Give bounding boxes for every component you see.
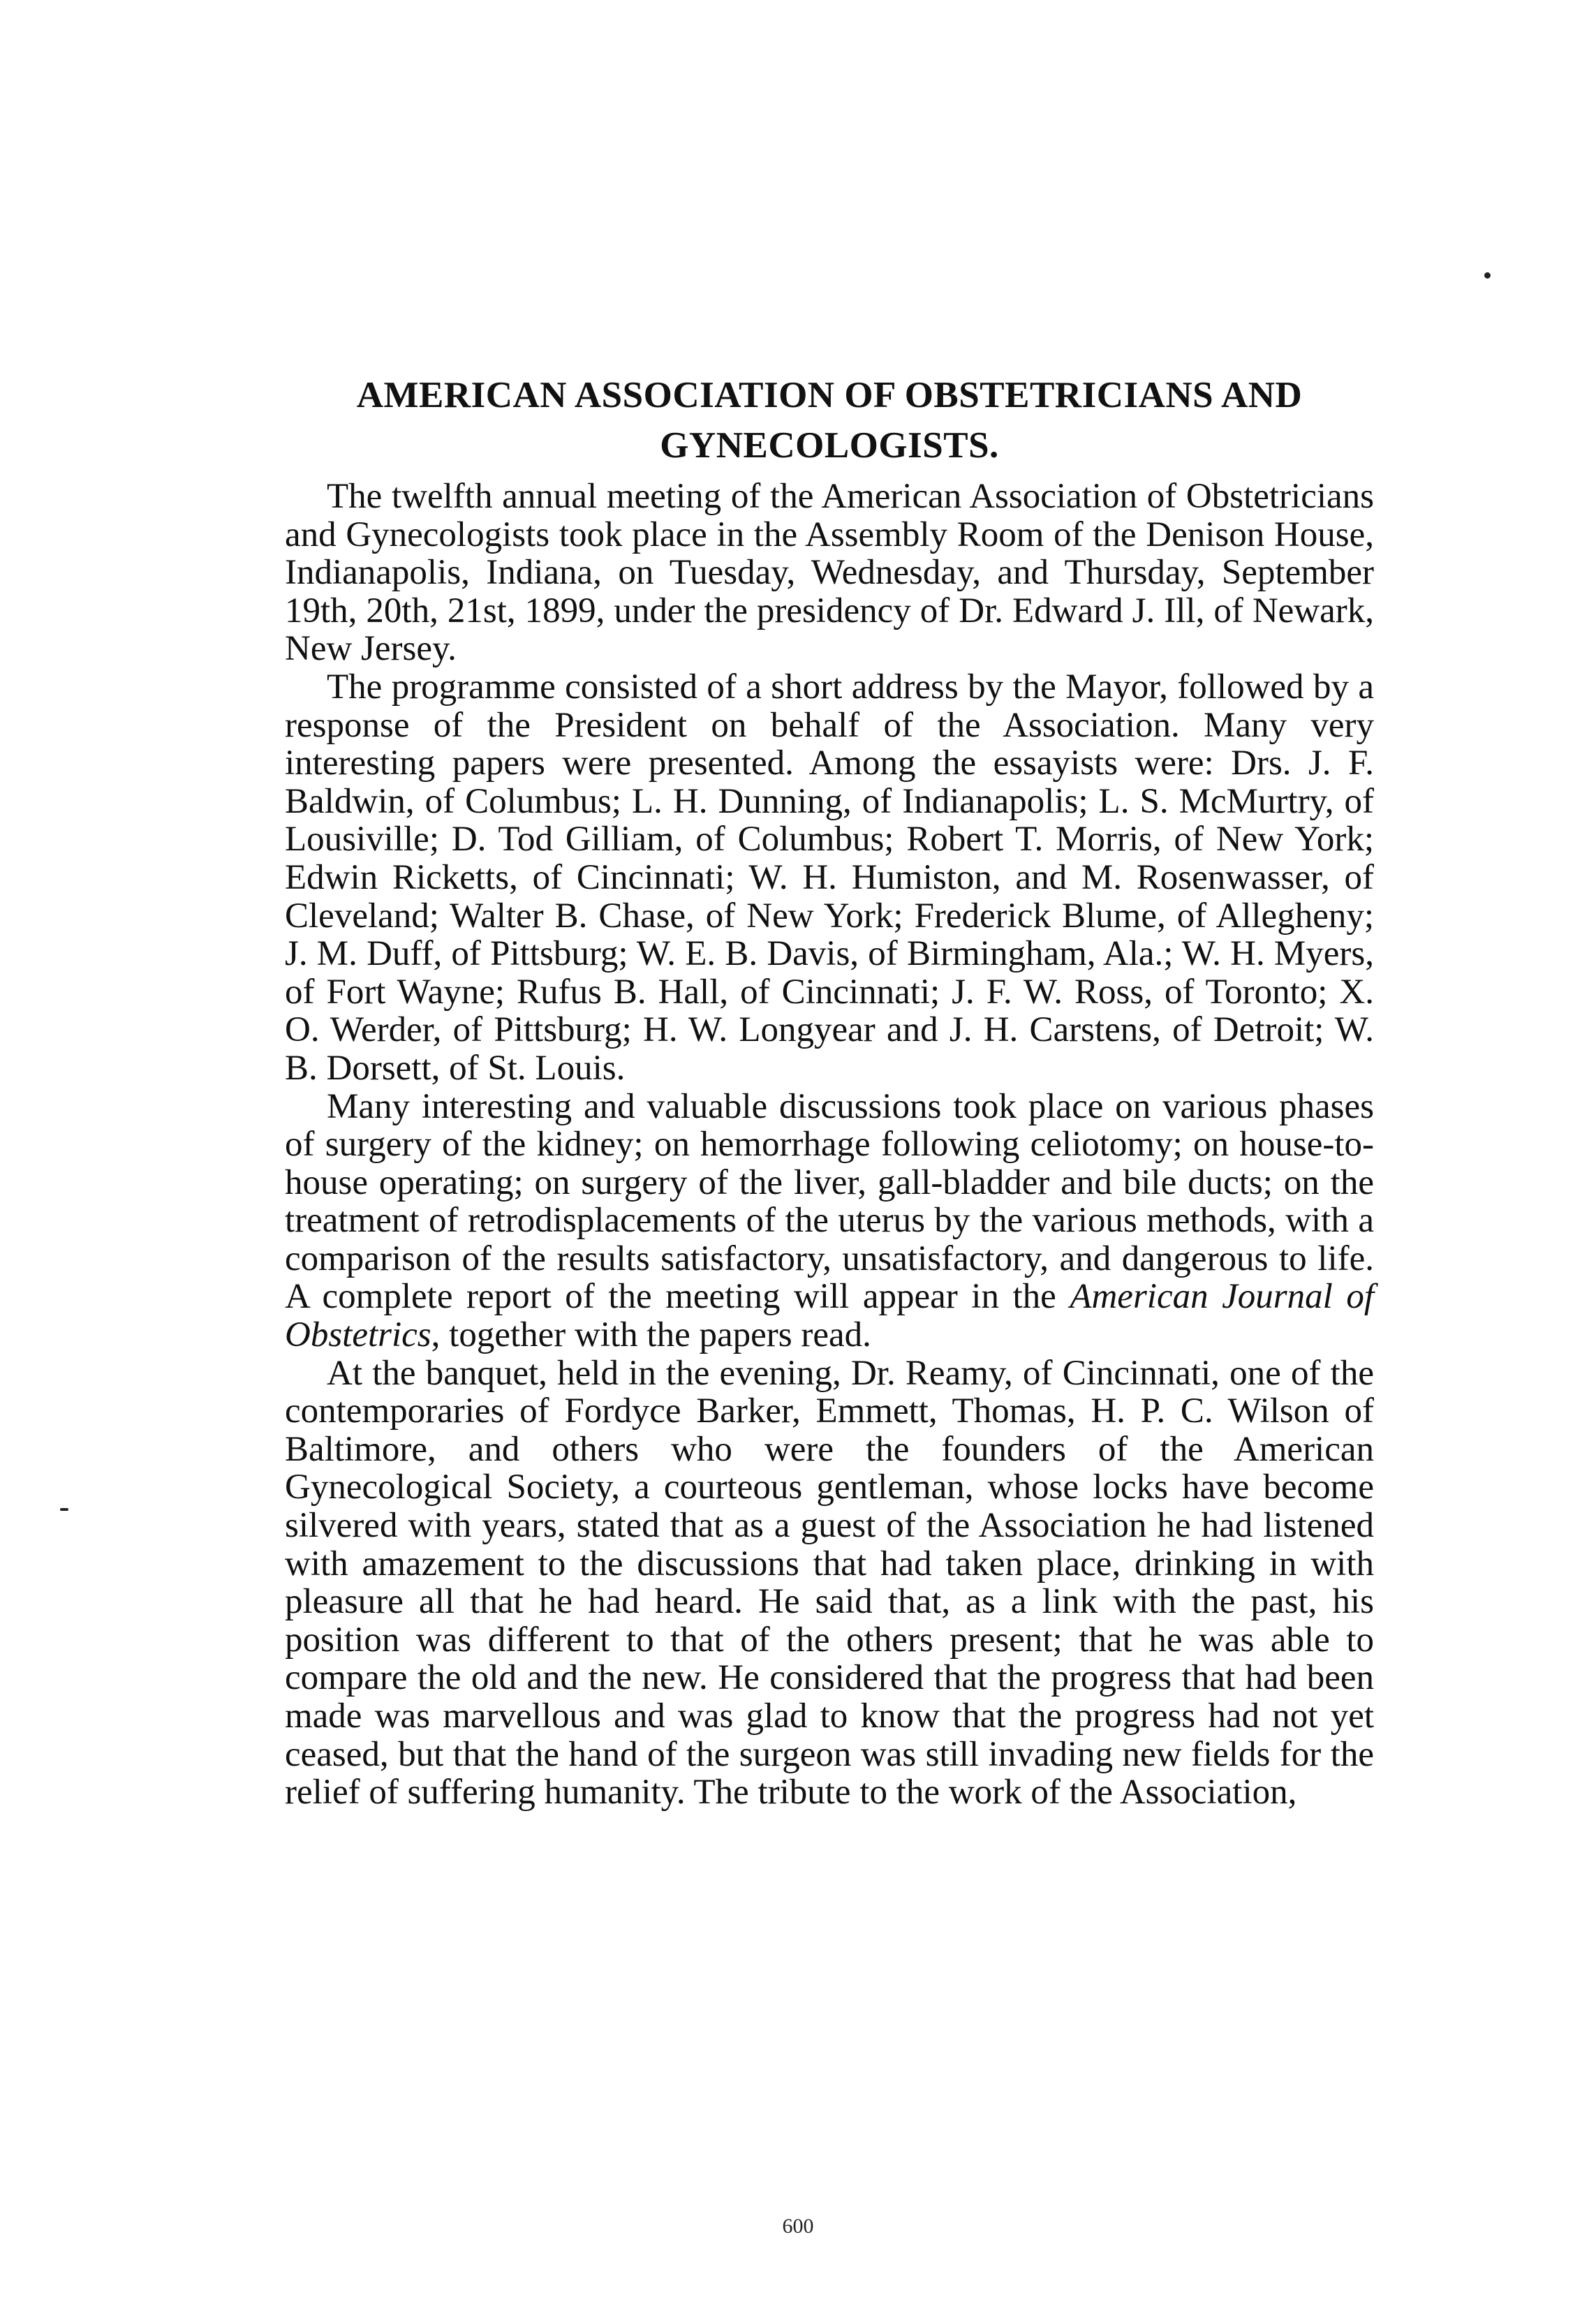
scan-speck	[1484, 272, 1491, 279]
paragraph-discussions-end: , together with the papers read.	[431, 1315, 871, 1355]
paragraph-meeting: The twelfth annual meeting of the American Association of Obstetricians and Gynecologists took place in the Assembly Room of the Denison House, Indianapolis, Indiana, on Tuesday, Wednesday, and Thursday, September 19th, 20th, 21st, 1899, under the presidency of Dr. Edward J. Ill, of Newark, New Jersey.	[285, 477, 1374, 669]
paragraph-programme: The programme consisted of a short address by the Mayor, followed by a response of the President on behalf of the Association. Many very interesting papers were presented. Among the essayists were: Drs. J. F. Baldwin, of Columbus; L. H. Dunning, of Indianapolis; L. S. McMurtry, of Lousiville; D. Tod Gilliam, of Columbus; Robert T. Morris, of New York; Edwin Ricketts, of Cincinnati; W. H. Humiston, and M. Rosenwasser, of Cleveland; Walter B. Chase, of New York; Frederick Blume, of Allegheny; J. M. Duff, of Pittsburg; W. E. B. Davis, of Birmingham, Ala.; W. H. Myers, of Fort Wayne; Rufus B. Hall, of Cincinnati; J. F. W. Ross, of Toronto; X. O. Werder, of Pittsburg; H. W. Longyear and J. H. Carstens, of Detroit; W. B. Dorsett, of St. Louis.	[285, 667, 1374, 1088]
text-column	[285, 370, 1374, 1812]
journal-title: American Journal of Obstetrics	[285, 1277, 1374, 1355]
heading-line-2: GYNECOLOGISTS.	[660, 425, 999, 466]
page-number: 600	[782, 2215, 814, 2238]
paragraph-discussions	[285, 1088, 1374, 1354]
heading-line-1: AMERICAN ASSOCIATION OF OBSTETRICIANS AND	[356, 375, 1303, 415]
article-heading	[285, 370, 1374, 471]
paragraph-discussions-text: Many interesting and valuable discussions took place on various phases of surgery of the kidney; on hemorrhage following celiotomy; on house-to-house operating; on surgery of the liver, gall-bladder and bile ducts; on the treatment of retrodisplacements of the uterus by the various methods, with a comparison of the results satisfactory, unsatisfactory, and dangerous to life. A complete report of the meeting will appear in the	[285, 1086, 1374, 1317]
paragraph-banquet: At the banquet, held in the evening, Dr. Reamy, of Cincinnati, one of the contemporaries of Fordyce Barker, Emmett, Thomas, H. P. C. Wilson of Baltimore, and others who were the founders of the American Gynecological Society, a courteous gentleman, whose locks have become silvered with years, stated that as a guest of the Association he had listened with amazement to the discussions that had taken place, drinking in with pleasure all that he had heard. He said that, as a link with the past, his position was different to that of the others present; that he was able to compare the old and the new. He considered that the progress that had been made was marvellous and was glad to know that the progress had not yet ceased, but that the hand of the surgeon was still invading new fields for the relief of suffering humanity. The tribute to the work of the Association,	[285, 1353, 1374, 1812]
scan-speck	[60, 1508, 68, 1511]
